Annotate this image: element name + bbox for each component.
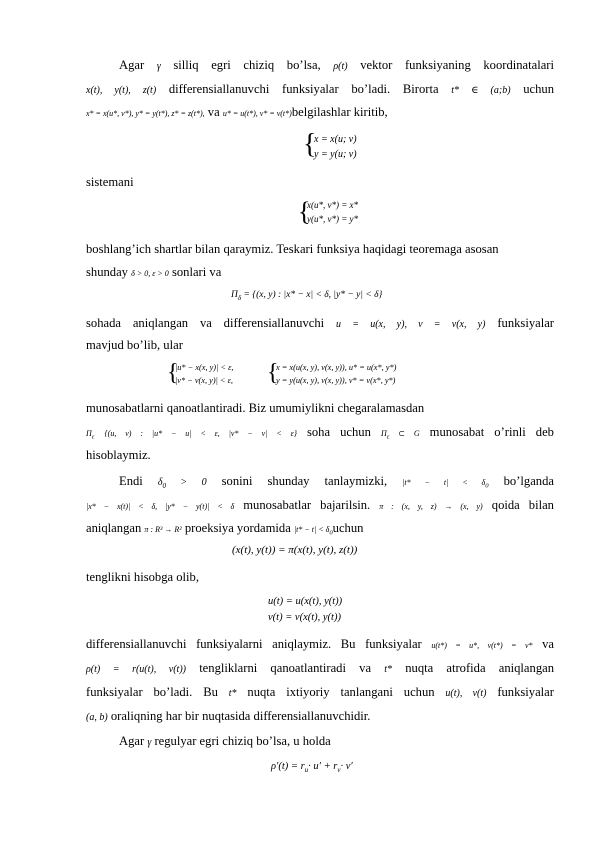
text: qoida bilan bbox=[491, 498, 554, 512]
text: munosabatlarni qanoatlantiradi. Biz umumiylikni chegaralamasdan bbox=[86, 401, 425, 415]
equation-line: x = x(u; v) bbox=[314, 134, 357, 145]
text: uchun bbox=[523, 82, 555, 96]
math-projection-rule: π : (x, y, z) → (x, y) bbox=[379, 502, 483, 511]
math-delta: δ bbox=[157, 477, 163, 488]
math-pi: Π bbox=[86, 429, 92, 438]
paragraph-line bbox=[86, 498, 554, 514]
math-notation: u* = u(t*), v* = v(t*) bbox=[222, 109, 292, 118]
text: va bbox=[207, 105, 220, 119]
math-rho-composite: ρ(t) = r(u(t), v(t)) bbox=[86, 664, 186, 675]
text: Agar bbox=[119, 58, 145, 72]
math-delta-epsilon: δ > 0, ε > 0 bbox=[131, 269, 169, 278]
text: sohada aniqlangan va differensiallanuvchi bbox=[86, 316, 325, 330]
brace: { bbox=[303, 129, 317, 160]
math-coordinates: x(t), y(t), z(t) bbox=[86, 85, 157, 96]
math-sub: δ bbox=[237, 293, 242, 302]
brace: { bbox=[167, 360, 179, 386]
text: differensiallanuvchi funksiyalarni aniqlaymiz. Bu funksiyalar bbox=[86, 637, 422, 651]
equation-line: y = y(u(x, y), v(x, y)), v* = v(x*, y*) bbox=[276, 376, 396, 385]
text: boshlang’ich shartlar bilan qaraymiz. Teskari funksiya haqidagi teoremaga asosan bbox=[86, 242, 499, 256]
math-sub: v bbox=[337, 766, 341, 775]
text: Endi bbox=[119, 474, 143, 488]
math-inequalities: |x* − x(t)| < δ, |y* − y(t)| < δ bbox=[86, 502, 235, 511]
text: proeksiya yordamida bbox=[184, 521, 291, 535]
text: bo’lganda bbox=[503, 474, 554, 488]
math-functions: u = u(x, y), v = v(x, y) bbox=[336, 319, 486, 330]
text: regulyar egri chiziq bo’lsa, u holda bbox=[154, 734, 331, 748]
math-pi: Π bbox=[231, 290, 238, 300]
text: nuqta ixtiyoriy tanlangani uchun bbox=[247, 685, 435, 699]
paragraph-line bbox=[86, 265, 554, 281]
math-part: · v′ bbox=[340, 761, 353, 772]
equation-line: y(u*, v*) = y* bbox=[307, 214, 359, 224]
text: tengliklarni qanoatlantiradi va bbox=[199, 661, 372, 675]
math-pi: Π bbox=[380, 429, 387, 438]
paragraph-line bbox=[86, 338, 554, 353]
math-sub: ε bbox=[386, 433, 390, 441]
equation-derivative bbox=[271, 760, 353, 777]
math-set: = {(x, y) : |x* − x| < δ, |y* − y| < δ} bbox=[241, 290, 383, 300]
equation-line: |v* − v(x, y)| < ε, bbox=[175, 376, 233, 385]
equation-line: y = y(u; v) bbox=[314, 149, 357, 160]
text: va bbox=[542, 637, 554, 651]
text: funksiyalar bbox=[497, 316, 554, 330]
paragraph-line bbox=[86, 175, 554, 190]
paragraph-line bbox=[86, 709, 554, 725]
equation-line: x(u*, v*) = x* bbox=[307, 200, 359, 210]
math-gt0: > 0 bbox=[166, 477, 207, 488]
math-abs-expr: |t* − t| < δ bbox=[402, 478, 486, 487]
text: oraliqning har bir nuqtasida differensiallanuvchidir. bbox=[110, 709, 371, 723]
text: vektor funksiyaning koordinatalari bbox=[360, 58, 555, 72]
math-abs bbox=[402, 478, 489, 490]
text: uchun bbox=[332, 521, 364, 535]
equation-line: |u* − x(x, y)| < ε, bbox=[175, 363, 234, 372]
math-sub: 0 bbox=[162, 482, 167, 490]
math-notation: x* = x(u*, v*), y* = y(t*), z* = z(t*), bbox=[86, 109, 205, 118]
text: munosabat o’rinli deb bbox=[429, 425, 554, 439]
math-part: ρ′(t) = r bbox=[271, 761, 305, 772]
math-sub: 0 bbox=[329, 529, 333, 537]
text: sonlari va bbox=[171, 265, 222, 279]
math-subset-g: ⊂ G bbox=[389, 429, 420, 438]
text: tenglikni hisobga olib, bbox=[86, 570, 199, 584]
math-subset bbox=[380, 429, 420, 441]
math-rho-t: ρ(t) bbox=[333, 61, 348, 72]
paragraph-line bbox=[86, 661, 554, 677]
math-interval: (a, b) bbox=[86, 712, 108, 723]
math-sub: 0 bbox=[485, 482, 489, 490]
text: belgilashlar kiritib, bbox=[291, 105, 388, 119]
paragraph-line bbox=[86, 448, 554, 463]
math-abs-expr: |t* − t| < δ bbox=[293, 525, 330, 534]
math-projection: π : R³ → R² bbox=[144, 525, 182, 534]
paragraph-line bbox=[119, 474, 554, 494]
paragraph-line bbox=[86, 242, 554, 257]
text: hisoblaymiz. bbox=[86, 448, 151, 462]
paragraph-line bbox=[86, 425, 554, 445]
equation-line: u(t) = u(x(t), y(t)) bbox=[268, 596, 343, 607]
equation-projection: (x(t), y(t)) = π(x(t), y(t), z(t)) bbox=[232, 544, 358, 556]
text: sonini shunday tanlaymizki, bbox=[221, 474, 388, 488]
brace: { bbox=[267, 360, 279, 386]
text: sistemani bbox=[86, 175, 134, 189]
paragraph-line bbox=[119, 734, 554, 750]
math-t-star: t* bbox=[228, 688, 237, 699]
equation-line: x = x(u(x, y), v(x, y)), u* = u(x*, y*) bbox=[276, 363, 397, 372]
equation-line: v(t) = v(x(t), y(t)) bbox=[268, 612, 341, 623]
math-functions: u(t), v(t) bbox=[445, 688, 487, 699]
text: nuqta atrofida aniqlangan bbox=[405, 661, 555, 675]
brace: { bbox=[298, 197, 311, 226]
text: funksiyalar bbox=[497, 685, 554, 699]
paragraph-line bbox=[86, 521, 554, 541]
text: aniqlangan bbox=[86, 521, 142, 535]
paragraph-line bbox=[86, 401, 554, 416]
math-gamma: γ bbox=[156, 61, 161, 72]
paragraph-line bbox=[86, 316, 554, 332]
math-initial-values: u(t*) = u*, v(t*) = v* bbox=[431, 641, 533, 650]
math-abs bbox=[293, 525, 333, 537]
equation-pi-delta bbox=[231, 290, 382, 304]
paragraph-line bbox=[86, 685, 554, 701]
text: soha uchun bbox=[306, 425, 371, 439]
text: mavjud bo’lib, ular bbox=[86, 338, 183, 352]
math-part: · u′ + r bbox=[308, 761, 338, 772]
text: shunday bbox=[86, 265, 128, 279]
paragraph-line bbox=[86, 105, 554, 121]
math-gamma: γ bbox=[147, 737, 152, 748]
text: Agar bbox=[119, 734, 145, 748]
math-set: {(u, v) : |u* − u| < ε, |v* − v| < ε} bbox=[104, 429, 297, 438]
math-t-star: t* bbox=[384, 664, 393, 675]
math-t-star: t* ∈ (a;b) bbox=[451, 85, 511, 96]
math-delta0 bbox=[158, 477, 207, 488]
math-sub: ε bbox=[91, 433, 95, 441]
math-pi-epsilon bbox=[86, 429, 95, 441]
paragraph-line bbox=[86, 637, 554, 653]
text: silliq egri chiziq bo’lsa, bbox=[173, 58, 321, 72]
paragraph-line bbox=[119, 58, 554, 74]
text: munosabatlar bajarilsin. bbox=[243, 498, 371, 512]
text: funksiyalar bo’ladi. Bu bbox=[86, 685, 218, 699]
math-sub: u bbox=[304, 766, 309, 775]
text: differensiallanuvchi funksiyalar bo’ladi. Birorta bbox=[168, 82, 439, 96]
paragraph-line bbox=[86, 82, 554, 98]
paragraph-line bbox=[86, 570, 554, 585]
